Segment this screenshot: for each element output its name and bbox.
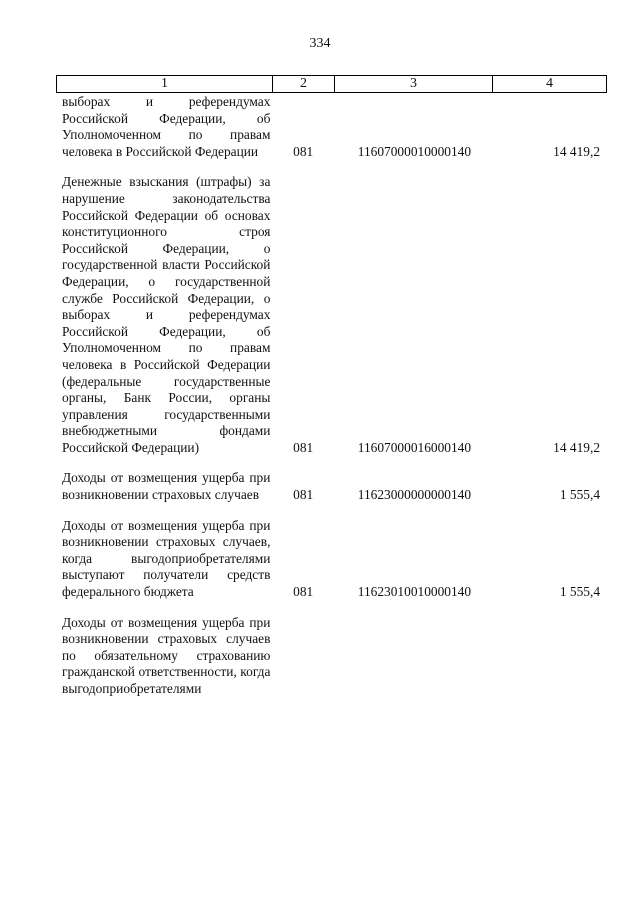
row-description: выборах и референдумах Российской Федерации, об Уполномоченном по правам человека в Российской Федерации: [62, 94, 271, 159]
table-row: [56, 470, 606, 503]
row-amount: 1 555,4: [559, 584, 601, 600]
row-budget-code: 11623010010000140: [357, 584, 472, 600]
row-admin-code: 081: [293, 439, 314, 455]
table-row: [56, 615, 606, 698]
row-amount: 14 419,2: [553, 143, 601, 159]
row-description: Доходы от возмещения ущерба при возникновении страховых случаев по обязательному страхованию гражданской ответственности, когда выгодоприобретателями: [62, 614, 271, 696]
row-admin-code: 081: [293, 487, 314, 503]
table-row: [56, 518, 606, 601]
row-budget-code: 11623000000000140: [357, 487, 472, 503]
row-budget-code: 11607000016000140: [357, 439, 472, 455]
column-header-1: 1: [57, 76, 273, 93]
row-budget-code: 11607000010000140: [357, 143, 472, 159]
table-row: [56, 174, 606, 456]
row-amount: 1 555,4: [559, 487, 601, 503]
page-number: 334: [309, 36, 331, 51]
column-header-3: 3: [335, 76, 493, 93]
row-description: Доходы от возмещения ущерба при возникновении страховых случаев, когда выгодоприобретателями выступают получатели средств федерального бюджета: [62, 517, 271, 600]
row-amount: 14 419,2: [553, 439, 601, 455]
row-admin-code: 081: [293, 143, 314, 159]
table-row: [56, 94, 606, 160]
row-description: Денежные взыскания (штрафы) за нарушение законодательства Российской Федерации об основах конституционного строя Российской Федерации, о государственной власти Российской Федерации, о государственной службе Российской Федерации, о выборах и референдумах Российской Федерации, об Уполномоченном по правам человека в Российской Федерации (федеральные государственные органы, Банк России, органы управления государственными внебюджетными фондами Российской Федерации): [62, 174, 271, 455]
column-header-row: [57, 76, 607, 93]
table-body: [56, 94, 606, 712]
row-admin-code: 081: [293, 584, 314, 600]
column-header-4: 4: [493, 76, 607, 93]
column-header-table: [56, 75, 607, 93]
column-header-2: 2: [273, 76, 335, 93]
row-description: Доходы от возмещения ущерба при возникновении страховых случаев: [62, 470, 271, 503]
